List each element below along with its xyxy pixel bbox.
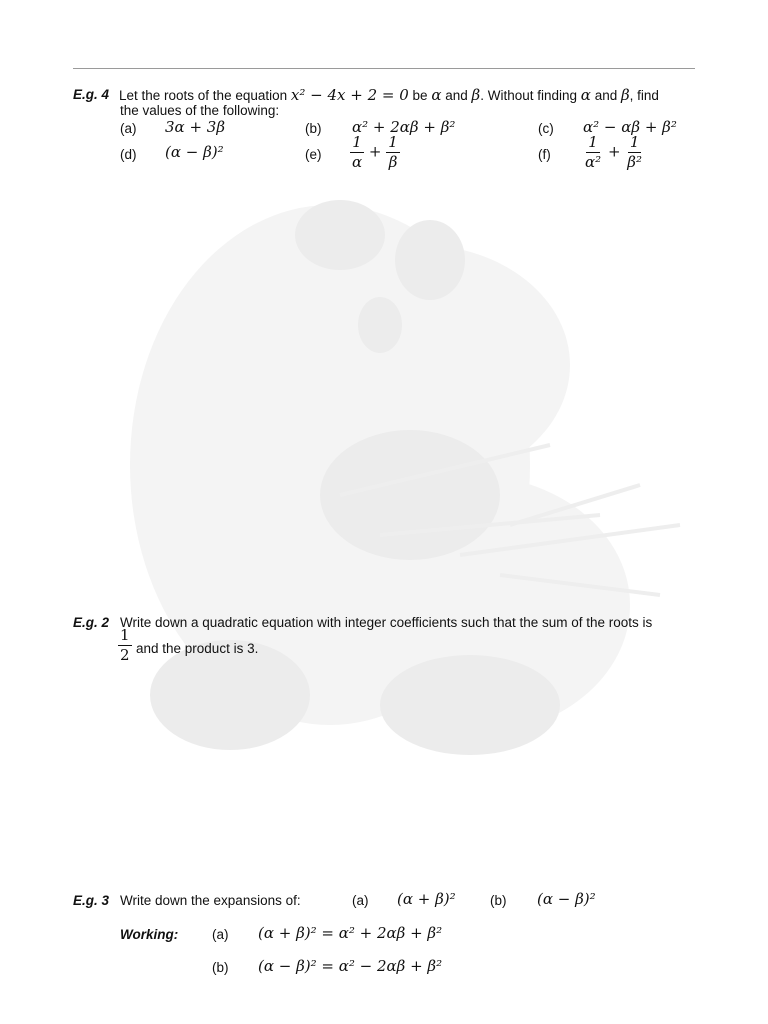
panda-watermark (80, 195, 700, 785)
example-2-line1: Write down a quadratic equation with integer coefficients such that the sum of the roots is (120, 615, 653, 630)
part-a-label: (a) (120, 121, 137, 136)
eg3-part-b-expression: (α − β)² (537, 890, 596, 908)
eg3-part-b-label: (b) (490, 893, 507, 908)
part-a-expression: 3α + 3β (165, 118, 225, 136)
example-2-tag: E.g. 2 (73, 615, 110, 630)
example-2-line2: and the product is 3. (136, 641, 259, 656)
example-4-tag: E.g. 4 (73, 87, 110, 102)
part-e-label: (e) (305, 147, 322, 162)
part-c-expression: α² − αβ + β² (583, 118, 677, 136)
working-a-expression: (α + β)² = α² + 2αβ + β² (258, 924, 443, 942)
part-b-expression: α² + 2αβ + β² (352, 118, 456, 136)
eg3-part-a-expression: (α + β)² (397, 890, 456, 908)
working-b-label: (b) (212, 960, 229, 975)
example-4-line1: Let the roots of the equation x² − 4x + 2 = 0 be α and β. Without finding α and β, find (119, 86, 659, 104)
example-3-tag: E.g. 3 (73, 893, 110, 908)
top-divider (73, 68, 695, 69)
equation: x² − 4x + 2 = 0 (290, 86, 409, 104)
working-label: Working: (120, 927, 179, 942)
part-e-expression: $\frac{1}{\alpha}$ + $\frac{1}{\beta}$ (352, 133, 398, 171)
part-d-expression: (α − β)² (165, 143, 224, 161)
eg3-part-a-label: (a) (352, 893, 369, 908)
part-d-label: (d) (120, 147, 137, 162)
working-b-expression: (α − β)² = α² − 2αβ + β² (258, 957, 443, 975)
part-f-label: (f) (538, 147, 551, 162)
part-b-label: (b) (305, 121, 322, 136)
example-2-fraction: $\frac{1}{2}$ (120, 626, 130, 664)
part-c-label: (c) (538, 121, 554, 136)
example-4-line2: the values of the following: (120, 103, 280, 118)
example-3-text: Write down the expansions of: (120, 893, 301, 908)
part-f-expression: $\frac{1}{\text{α²}}$ + $\frac{1}{\text{β²}}$ (585, 133, 642, 171)
working-a-label: (a) (212, 927, 229, 942)
